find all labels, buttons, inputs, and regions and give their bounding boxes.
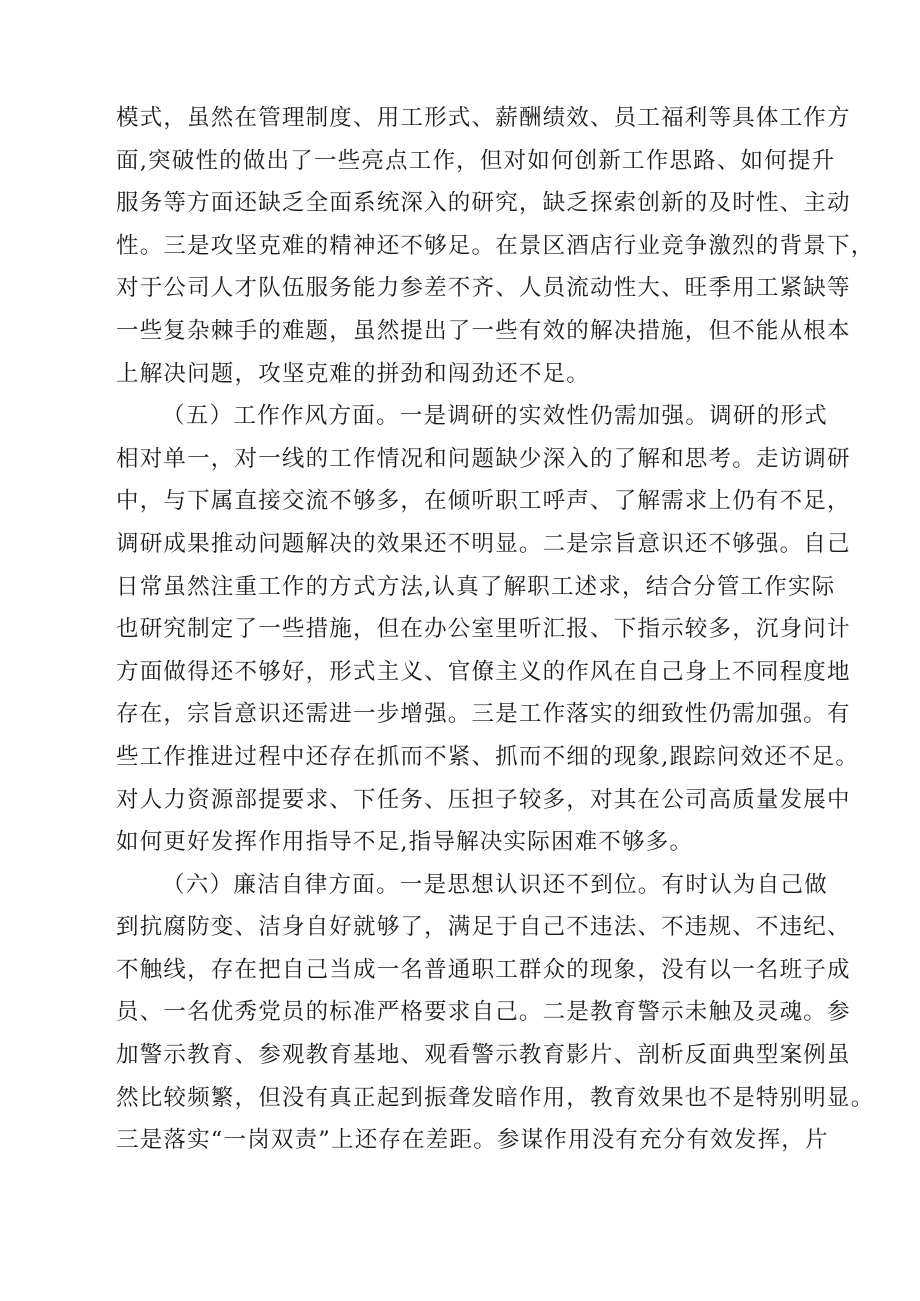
paragraph-work-innovation [116,97,875,395]
text-line: 存在，宗旨意识还需进一步增强。三是工作落实的细致性仍需加强。有 [116,701,851,728]
text-line: 调研成果推动问题解决的效果还不明显。二是宗旨意识还不够强。自己 [116,530,851,557]
text-line: 性。三是攻坚克难的精神还不够足。在景区酒店行业竞争激烈的背景下， [116,232,875,259]
text-line: 中，与下属直接交流不够多，在倾听职工呼声、了解需求上仍有不足， [116,488,851,515]
text-line: 日常虽然注重工作的方式方法,认真了解职工述求，结合分管工作实际 [116,573,836,600]
text-line: 不触线，存在把自己当成一名普通职工群众的现象，没有以一名班子成 [116,956,851,983]
text-line: 对人力资源部提要求、下任务、压担子较多，对其在公司高质量发展中 [116,786,851,813]
text-line: 模式，虽然在管理制度、用工形式、薪酬绩效、员工福利等具体工作方 [116,105,851,131]
text-line: 员、一名优秀党员的标准严格要求自己。二是教育警示未触及灵魂。参 [116,999,851,1026]
section-heading-line: （五）工作作风方面。一是调研的实效性仍需加强。调研的形式 [162,403,828,430]
text-line: 加警示教育、参观教育基地、观看警示教育影片、剖析反面典型案例虽 [116,1042,851,1069]
text-line: 面,突破性的做出了一些亮点工作，但对如何创新工作思路、如何提升 [116,147,836,174]
text-line: 如何更好发挥作用指导不足,指导解决实际困难不够多。 [116,829,694,856]
text-line: 到抗腐防变、洁身自好就够了，满足于自己不违法、不违规、不违纪、 [116,914,851,941]
section-heading-line: （六）廉洁自律方面。一是思想认识还不到位。有时认为自己做 [162,871,828,898]
text-line: 对于公司人才队伍服务能力参差不齐、人员流动性大、旺季用工紧缺等 [116,275,851,302]
text-line: 服务等方面还缺乏全面系统深入的研究，缺乏探索创新的及时性、主动 [116,190,851,217]
text-line: 相对单一，对一线的工作情况和问题缺少深入的了解和思考。走访调研 [116,445,851,472]
text-line: 然比较频繁，但没有真正起到振聋发暗作用，教育效果也不是特别明显。 [116,1084,875,1111]
text-line: 三是落实“一岗双责”上还存在差距。参谋作用没有充分有效发挥，片 [116,1127,829,1154]
document-body [116,97,875,1162]
paragraph-work-style [116,395,860,864]
text-line: 也研究制定了一些措施，但在办公室里听汇报、下指示较多，沉身问计 [116,616,851,643]
text-line: 方面做得还不够好，形式主义、官僚主义的作风在自己身上不同程度地 [116,658,851,685]
text-line: 些工作推进过程中还存在抓而不紧、抓而不细的现象,跟踪问效还不足。 [116,743,860,770]
text-line: 一些复杂棘手的难题，虽然提出了一些有效的解决措施，但不能从根本 [116,317,851,344]
text-line: 上解决问题，攻坚克难的拼劲和闯劲还不足。 [116,360,591,387]
paragraph-integrity [116,864,875,1162]
